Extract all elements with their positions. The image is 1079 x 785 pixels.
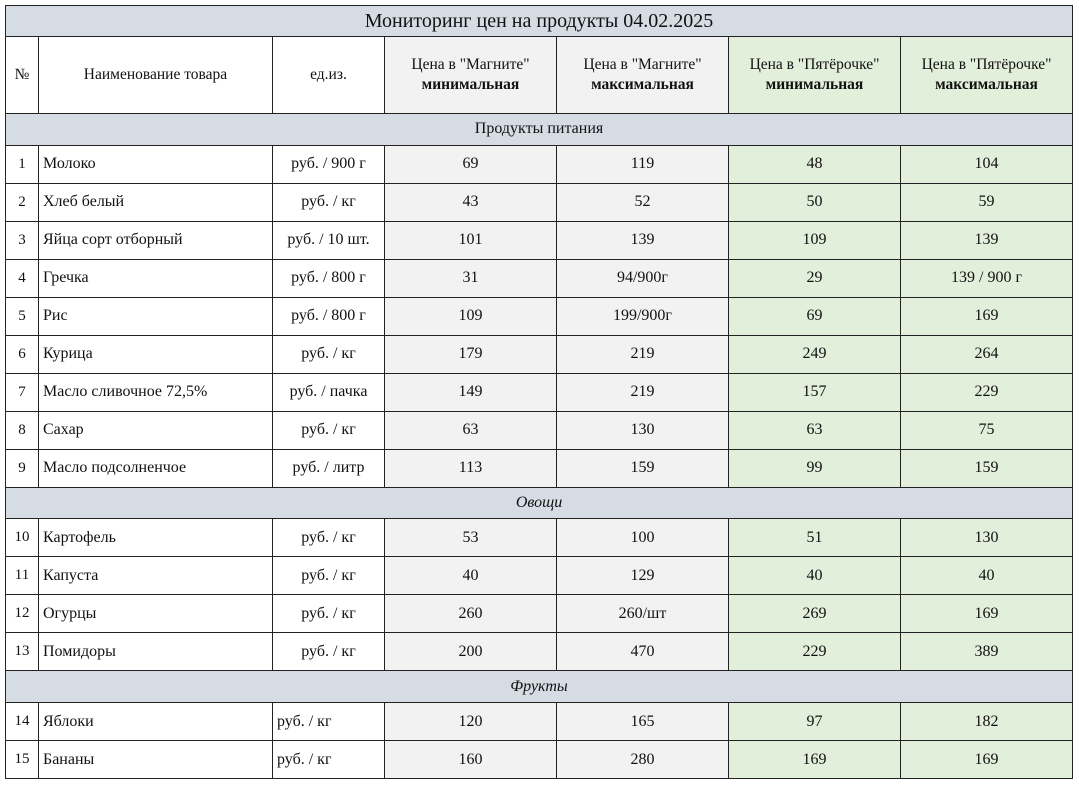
unit-cell: руб. / кг <box>273 411 385 449</box>
pyaterochka-max-price: 75 <box>901 411 1073 449</box>
pyaterochka-min-price: 50 <box>729 183 901 221</box>
header-pyaterochka-min-line2: минимальная <box>765 76 864 93</box>
magnit-min-price: 43 <box>385 183 557 221</box>
pyaterochka-min-price: 249 <box>729 335 901 373</box>
pyaterochka-max-price: 182 <box>901 703 1073 741</box>
header-pyaterochka-max-line1: Цена в "Пятёрочке" <box>921 55 1052 73</box>
table-row <box>6 633 1073 671</box>
pyaterochka-min-price: 69 <box>729 297 901 335</box>
magnit-min-price: 120 <box>385 703 557 741</box>
title-row <box>6 6 1073 37</box>
unit-cell: руб. / пачка <box>273 373 385 411</box>
magnit-min-price: 53 <box>385 519 557 557</box>
row-number: 11 <box>6 557 39 595</box>
product-name: Яйца сорт отборный <box>39 221 273 259</box>
magnit-min-price: 69 <box>385 145 557 183</box>
magnit-min-price: 31 <box>385 259 557 297</box>
magnit-max-price: 94/900г <box>557 259 729 297</box>
magnit-max-price: 165 <box>557 703 729 741</box>
unit-cell: руб. / кг <box>273 519 385 557</box>
unit-cell: руб. / кг <box>273 703 385 741</box>
magnit-min-price: 113 <box>385 449 557 487</box>
table-row <box>6 259 1073 297</box>
magnit-min-price: 160 <box>385 741 557 779</box>
pyaterochka-max-price: 139 / 900 г <box>901 259 1073 297</box>
pyaterochka-max-price: 59 <box>901 183 1073 221</box>
header-magnit-min-line1: Цена в "Магните" <box>411 55 530 73</box>
table-row <box>6 703 1073 741</box>
row-number: 4 <box>6 259 39 297</box>
magnit-max-price: 139 <box>557 221 729 259</box>
magnit-max-price: 470 <box>557 633 729 671</box>
pyaterochka-min-price: 99 <box>729 449 901 487</box>
header-magnit-min <box>385 37 557 114</box>
product-name: Картофель <box>39 519 273 557</box>
pyaterochka-max-price: 169 <box>901 595 1073 633</box>
pyaterochka-max-price: 169 <box>901 741 1073 779</box>
product-name: Сахар <box>39 411 273 449</box>
unit-cell: руб. / 800 г <box>273 297 385 335</box>
header-magnit-max-line2: максимальная <box>591 76 694 93</box>
product-name: Гречка <box>39 259 273 297</box>
pyaterochka-max-price: 264 <box>901 335 1073 373</box>
pyaterochka-max-price: 104 <box>901 145 1073 183</box>
magnit-min-price: 101 <box>385 221 557 259</box>
pyaterochka-max-price: 169 <box>901 297 1073 335</box>
product-name: Помидоры <box>39 633 273 671</box>
pyaterochka-max-price: 139 <box>901 221 1073 259</box>
unit-cell: руб. / 10 шт. <box>273 221 385 259</box>
header-pyaterochka-min <box>729 37 901 114</box>
magnit-max-price: 199/900г <box>557 297 729 335</box>
product-name: Курица <box>39 335 273 373</box>
product-name: Молоко <box>39 145 273 183</box>
row-number: 7 <box>6 373 39 411</box>
magnit-max-price: 219 <box>557 373 729 411</box>
table-row <box>6 411 1073 449</box>
pyaterochka-min-price: 169 <box>729 741 901 779</box>
row-number: 6 <box>6 335 39 373</box>
pyaterochka-max-price: 229 <box>901 373 1073 411</box>
unit-cell: руб. / литр <box>273 449 385 487</box>
section-title-vegetables: Овощи <box>6 487 1073 519</box>
product-name: Огурцы <box>39 595 273 633</box>
price-monitoring-table <box>5 5 1073 779</box>
product-name: Капуста <box>39 557 273 595</box>
pyaterochka-min-price: 40 <box>729 557 901 595</box>
magnit-min-price: 149 <box>385 373 557 411</box>
pyaterochka-min-price: 48 <box>729 145 901 183</box>
section-title-fruits: Фрукты <box>6 671 1073 703</box>
pyaterochka-min-price: 97 <box>729 703 901 741</box>
unit-cell: руб. / кг <box>273 335 385 373</box>
unit-cell: руб. / кг <box>273 595 385 633</box>
header-pyaterochka-max <box>901 37 1073 114</box>
product-name: Хлеб белый <box>39 183 273 221</box>
magnit-max-price: 119 <box>557 145 729 183</box>
table-row <box>6 145 1073 183</box>
header-pyaterochka-max-line2: максимальная <box>935 76 1038 93</box>
pyaterochka-max-price: 130 <box>901 519 1073 557</box>
magnit-max-price: 52 <box>557 183 729 221</box>
row-number: 8 <box>6 411 39 449</box>
row-number: 1 <box>6 145 39 183</box>
pyaterochka-min-price: 29 <box>729 259 901 297</box>
pyaterochka-min-price: 269 <box>729 595 901 633</box>
pyaterochka-min-price: 63 <box>729 411 901 449</box>
row-number: 9 <box>6 449 39 487</box>
header-num: № <box>6 37 39 114</box>
product-name: Рис <box>39 297 273 335</box>
pyaterochka-max-price: 159 <box>901 449 1073 487</box>
magnit-max-price: 219 <box>557 335 729 373</box>
row-number: 12 <box>6 595 39 633</box>
magnit-min-price: 179 <box>385 335 557 373</box>
unit-cell: руб. / кг <box>273 183 385 221</box>
product-name: Яблоки <box>39 703 273 741</box>
table-row <box>6 741 1073 779</box>
magnit-min-price: 109 <box>385 297 557 335</box>
row-number: 2 <box>6 183 39 221</box>
row-number: 14 <box>6 703 39 741</box>
table-body <box>6 114 1073 779</box>
header-magnit-max-line1: Цена в "Магните" <box>583 55 702 73</box>
magnit-min-price: 63 <box>385 411 557 449</box>
unit-cell: руб. / 800 г <box>273 259 385 297</box>
sheet-title: Мониторинг цен на продукты 04.02.2025 <box>6 6 1073 37</box>
header-row <box>6 37 1073 114</box>
header-magnit-max <box>557 37 729 114</box>
unit-cell: руб. / кг <box>273 557 385 595</box>
magnit-min-price: 260 <box>385 595 557 633</box>
section-row-vegetables <box>6 487 1073 519</box>
pyaterochka-min-price: 229 <box>729 633 901 671</box>
table-row <box>6 595 1073 633</box>
unit-cell: руб. / 900 г <box>273 145 385 183</box>
pyaterochka-min-price: 109 <box>729 221 901 259</box>
magnit-max-price: 129 <box>557 557 729 595</box>
unit-cell: руб. / кг <box>273 741 385 779</box>
product-name: Масло подсолненчое <box>39 449 273 487</box>
table-row <box>6 449 1073 487</box>
table-row <box>6 335 1073 373</box>
table-row <box>6 557 1073 595</box>
section-row-fruits <box>6 671 1073 703</box>
table-row <box>6 297 1073 335</box>
table-row <box>6 183 1073 221</box>
table-row <box>6 519 1073 557</box>
table-row <box>6 373 1073 411</box>
pyaterochka-min-price: 51 <box>729 519 901 557</box>
header-name: Наименование товара <box>39 37 273 114</box>
header-unit: ед.из. <box>273 37 385 114</box>
pyaterochka-max-price: 40 <box>901 557 1073 595</box>
product-name: Масло сливочное 72,5% <box>39 373 273 411</box>
header-pyaterochka-min-line1: Цена в "Пятёрочке" <box>749 55 880 73</box>
magnit-max-price: 100 <box>557 519 729 557</box>
magnit-max-price: 260/шт <box>557 595 729 633</box>
table-row <box>6 221 1073 259</box>
magnit-min-price: 40 <box>385 557 557 595</box>
row-number: 5 <box>6 297 39 335</box>
unit-cell: руб. / кг <box>273 633 385 671</box>
pyaterochka-min-price: 157 <box>729 373 901 411</box>
row-number: 13 <box>6 633 39 671</box>
header-magnit-min-line2: минимальная <box>421 76 520 93</box>
row-number: 15 <box>6 741 39 779</box>
magnit-max-price: 159 <box>557 449 729 487</box>
product-name: Бананы <box>39 741 273 779</box>
row-number: 10 <box>6 519 39 557</box>
section-title-food: Продукты питания <box>6 114 1073 146</box>
pyaterochka-max-price: 389 <box>901 633 1073 671</box>
magnit-max-price: 130 <box>557 411 729 449</box>
section-row-food <box>6 114 1073 146</box>
magnit-min-price: 200 <box>385 633 557 671</box>
row-number: 3 <box>6 221 39 259</box>
magnit-max-price: 280 <box>557 741 729 779</box>
